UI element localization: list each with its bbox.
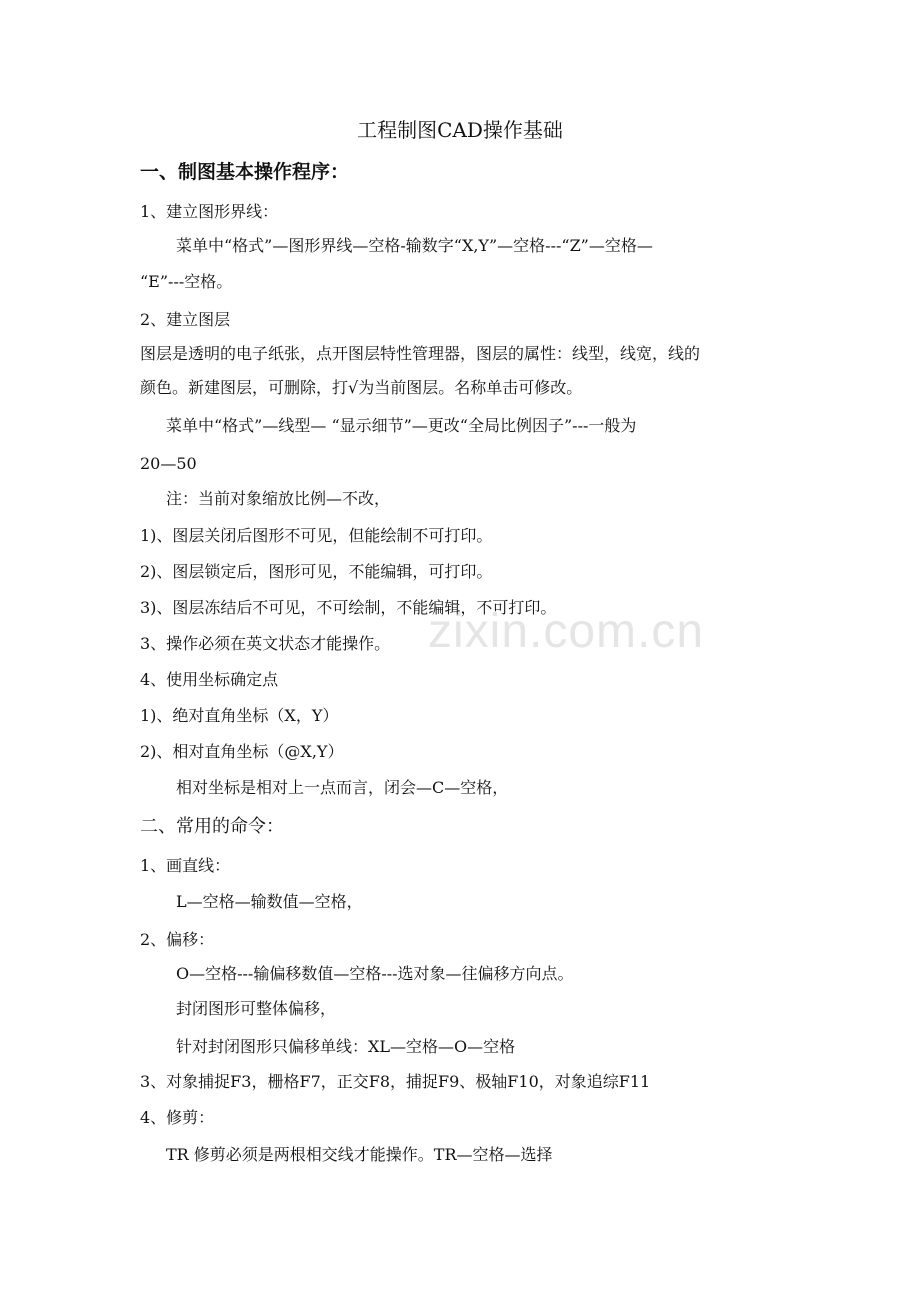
paragraph-line: 2、建立图层 xyxy=(140,310,231,329)
paragraph-line: 3、操作必须在英文状态才能操作。 xyxy=(140,634,391,653)
paragraph-line: 2)、图层锁定后，图形可见，不能编辑，可打印。 xyxy=(140,562,493,581)
paragraph-line: 封闭图形可整体偏移， xyxy=(176,999,337,1018)
paragraph-line: 3、对象捕捉F3，栅格F7，正交F8，捕捉F9、极轴F10，对象追综F11 xyxy=(140,1072,651,1091)
paragraph-line: 菜单中“格式”—图形界线—空格-输数字“X,Y”—空格---“Z”—空格— xyxy=(176,236,653,255)
paragraph-line: O—空格---输偏移数值—空格---选对象—往偏移方向点。 xyxy=(176,964,574,983)
paragraph-line: L—空格—输数值—空格， xyxy=(176,892,363,911)
paragraph-line: 注：当前对象缩放比例—不改， xyxy=(166,489,391,508)
watermark-text: zixin.com.cn xyxy=(428,605,705,658)
document-title: 工程制图CAD操作基础 xyxy=(357,118,563,142)
paragraph-line: 相对坐标是相对上一点而言，闭会—C—空格， xyxy=(176,778,509,797)
paragraph-line: 1)、图层关闭后图形不可见，但能绘制不可打印。 xyxy=(140,526,493,545)
paragraph-line: 菜单中“格式”—线型— “显示细节”—更改“全局比例因子”---一般为 xyxy=(166,416,637,435)
paragraph-line: 1、建立图形界线： xyxy=(140,202,279,221)
paragraph-line: 针对封闭图形只偏移单线：XL—空格—O—空格 xyxy=(176,1037,516,1056)
paragraph-line: 颜色。新建图层，可删除，打√为当前图层。名称单击可修改。 xyxy=(140,378,583,397)
paragraph-line: TR 修剪必须是两根相交线才能操作。TR—空格—选择 xyxy=(166,1145,553,1164)
paragraph-line: 3)、图层冻结后不可见，不可绘制，不能编辑，不可打印。 xyxy=(140,598,557,617)
paragraph-line: 图层是透明的电子纸张，点开图层特性管理器，图层的属性：线型，线宽，线的 xyxy=(140,344,701,363)
paragraph-line: 20—50 xyxy=(140,454,197,473)
paragraph-line: 2)、相对直角坐标（@X,Y） xyxy=(140,742,344,761)
paragraph-line: 1、画直线： xyxy=(140,856,231,875)
section-heading-2: 二、常用的命令： xyxy=(140,816,284,837)
paragraph-line: 1)、绝对直角坐标（X，Y） xyxy=(140,706,339,725)
paragraph-line: “E”---空格。 xyxy=(140,272,233,291)
paragraph-line: 4、使用坐标确定点 xyxy=(140,670,279,689)
paragraph-line: 2、偏移： xyxy=(140,930,215,949)
paragraph-line: 4、修剪： xyxy=(140,1108,215,1127)
section-heading-1: 一、制图基本操作程序： xyxy=(140,161,350,183)
